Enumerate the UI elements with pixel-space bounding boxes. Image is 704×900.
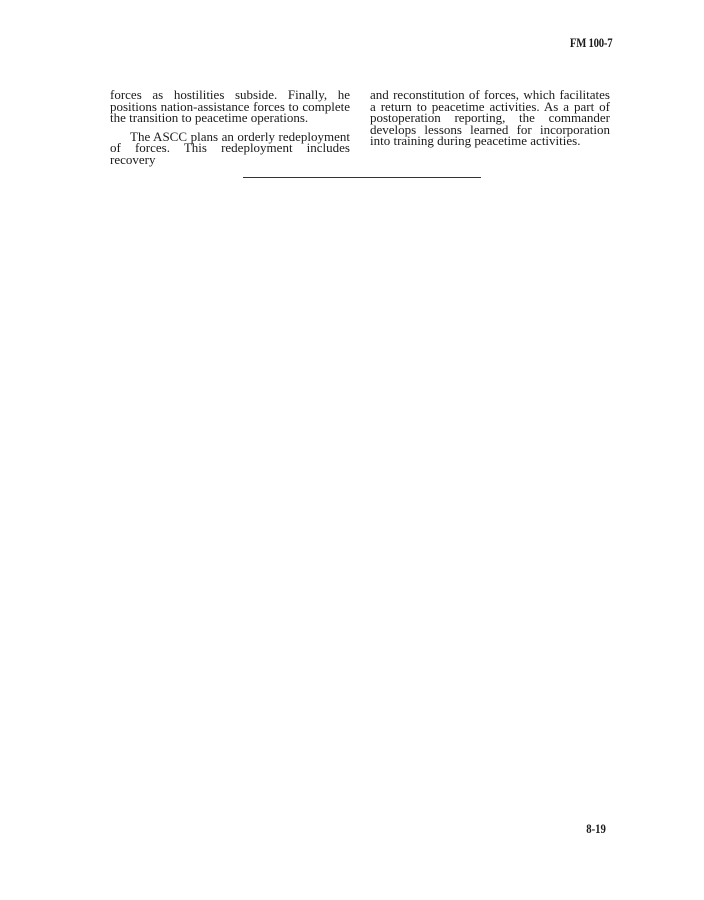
page-number: 8-19 <box>586 822 606 836</box>
left-text-column <box>110 89 350 165</box>
section-divider <box>243 177 481 178</box>
paragraph: and reconstitution of forces, which facilitates a return to peacetime activities. As a part of postoperation reporting, the commander develops lessons learned for incorporation into training during peacetime activities. <box>370 87 610 148</box>
document-id-header: FM 100-7 <box>569 36 612 50</box>
paragraph: The ASCC plans an orderly redeployment of forces. This redeployment includes recovery <box>110 128 350 167</box>
right-text-column <box>370 89 610 147</box>
paragraph: forces as hostilities subside. Finally, he positions nation-assistance forces to complete the transition to peacetime operations. <box>110 87 350 125</box>
